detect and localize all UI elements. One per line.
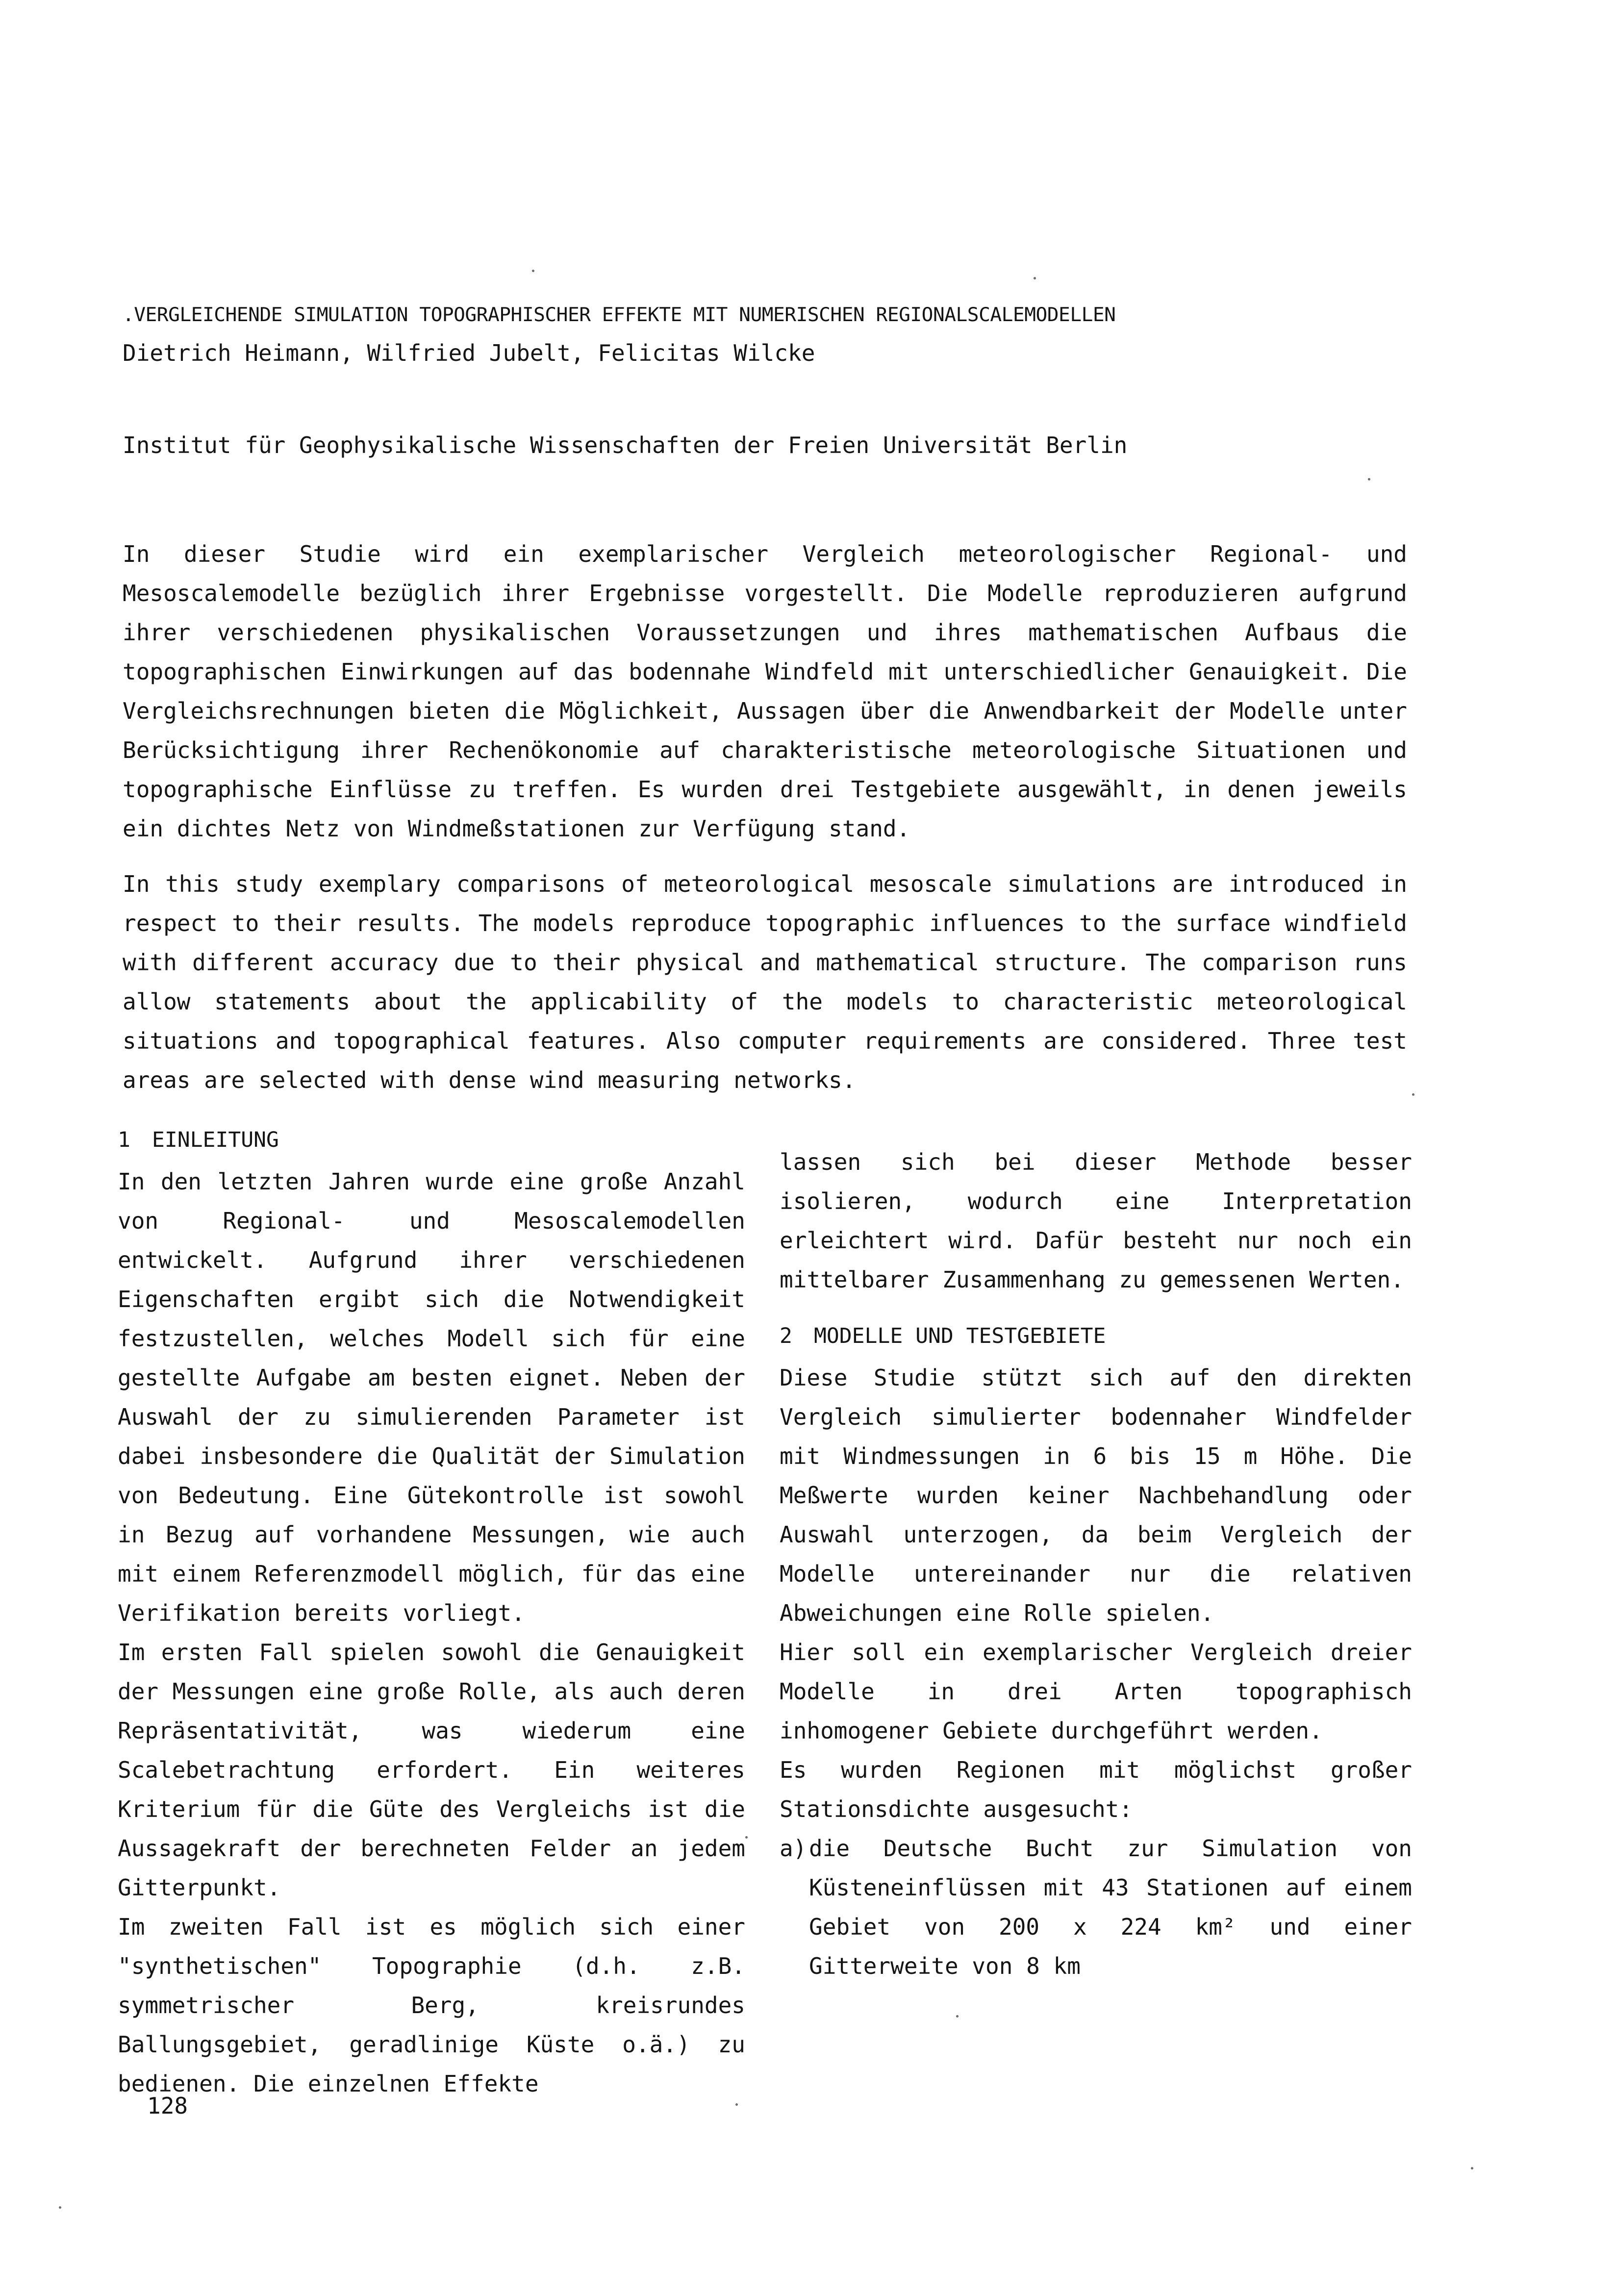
scan-speck	[735, 2103, 738, 2106]
scan-speck	[1368, 478, 1370, 480]
scan-speck	[59, 2206, 61, 2209]
list-marker: a)	[780, 1835, 807, 1862]
body-paragraph: Im zweiten Fall ist es möglich sich einer "synthetischen" Topographie (d.h. z.B. symmetrischer Berg, kreisrundes Ballungsgebiet, geradlinige Küste o.ä.) zu bedienen. Die einzelnen Effekte	[118, 1914, 745, 2097]
list-item	[780, 1829, 1412, 1986]
section-number: 2	[780, 1324, 792, 1348]
scan-speck	[745, 1836, 748, 1839]
abstract-english: In this study exemplary comparisons of meteorological mesoscale simulations are introduced in respect to their results. The models reproduce topographic influences to the surface windfield with different accuracy due to their physical and mathematical structure. The comparison runs allow statements about the applicability of the models to characteristic meteorological situations and topographical features. Also computer requirements are considered. Three test areas are selected with dense wind measuring networks.	[123, 871, 1407, 1093]
body-paragraph: Hier soll ein exemplarischer Vergleich dreier Modelle in drei Arten topographisch inhomogener Gebiete durchgeführt werden.	[780, 1639, 1412, 1744]
page-number: 128	[147, 2093, 188, 2119]
author-affiliation: Institut für Geophysikalische Wissenschaften der Freien Universität Berlin	[123, 432, 1128, 458]
scan-speck	[532, 270, 534, 272]
section-title: MODELLE UND TESTGEBIETE	[814, 1324, 1106, 1348]
section-number: 1	[118, 1128, 130, 1152]
body-paragraph-continued: lassen sich bei dieser Methode besser isolieren, wodurch eine Interpretation erleichtert wird. Dafür besteht nur noch ein mittelbarer Zusammenhang zu gemessenen Werten.	[780, 1149, 1412, 1293]
abstract-german: In dieser Studie wird ein exemplarischer Vergleich meteorologischer Regional- und Mesoscalemodelle bezüglich ihrer Ergebnisse vorgestellt. Die Modelle reproduzieren aufgrund ihrer verschiedenen physikalischen Voraussetzungen und ihres mathematischen Aufbaus die topographischen Einwirkungen auf das bodennahe Windfeld mit unterschiedlicher Genauigkeit. Die Vergleichsrechnungen bieten die Möglichkeit, Aussagen über die Anwendbarkeit der Modelle unter Berücksichtigung ihrer Rechenökonomie auf charakteristische meteorologische Situationen und topographische Einflüsse zu treffen. Es wurden drei Testgebiete ausgewählt, in denen jeweils ein dichtes Netz von Windmeßstationen zur Verfügung stand.	[123, 541, 1407, 842]
body-paragraph: In den letzten Jahren wurde eine große Anzahl von Regional- und Mesoscalemodellen entwickelt. Aufgrund ihrer verschiedenen Eigenschaften ergibt sich die Notwendigkeit festzustellen, welches Modell sich für eine gestellte Aufgabe am besten eignet. Neben der Auswahl der zu simulierenden Parameter ist dabei insbesondere die Qualität der Simulation von Bedeutung. Eine Gütekontrolle ist sowohl in Bezug auf vorhandene Messungen, wie auch mit einem Referenzmodell möglich, für das eine Verifikation bereits vorliegt.	[118, 1168, 745, 1626]
right-column	[780, 1142, 1412, 1986]
paper-authors: Dietrich Heimann, Wilfried Jubelt, Felicitas Wilcke	[123, 340, 815, 366]
body-paragraph: Diese Studie stützt sich auf den direkten Vergleich simulierter bodennaher Windfelder mit Windmessungen in 6 bis 15 m Höhe. Die Meßwerte wurden keiner Nachbehandlung oder Auswahl unterzogen, da beim Vergleich der Modelle untereinander nur die relativen Abweichungen eine Rolle spielen.	[780, 1364, 1412, 1626]
left-column	[118, 1123, 745, 2103]
section-heading-einleitung	[118, 1123, 745, 1157]
scan-speck	[1471, 2167, 1473, 2170]
section-title: EINLEITUNG	[152, 1128, 279, 1152]
scan-speck	[1412, 1093, 1414, 1096]
scan-speck	[1034, 277, 1036, 279]
section-heading-modelle	[780, 1319, 1412, 1353]
scan-speck	[956, 2015, 959, 2018]
list-item-text: die Deutsche Bucht zur Simulation von Küsteneinflüssen mit 43 Stationen auf einem Gebiet von 200 x 224 km² und einer Gitterweite von 8 km	[809, 1835, 1412, 1979]
body-paragraph: Im ersten Fall spielen sowohl die Genauigkeit der Messungen eine große Rolle, als auch deren Repräsentativität, was wiederum eine Scalebetrachtung erfordert. Ein weiteres Kriterium für die Güte des Vergleichs ist die Aussagekraft der berechneten Felder an jedem Gitterpunkt.	[118, 1639, 745, 1901]
body-paragraph: Es wurden Regionen mit möglichst großer Stationsdichte ausgesucht:	[780, 1757, 1412, 1822]
paper-title: .VERGLEICHENDE SIMULATION TOPOGRAPHISCHER EFFEKTE MIT NUMERISCHEN REGIONALSCALEMODELLEN	[123, 303, 1116, 326]
